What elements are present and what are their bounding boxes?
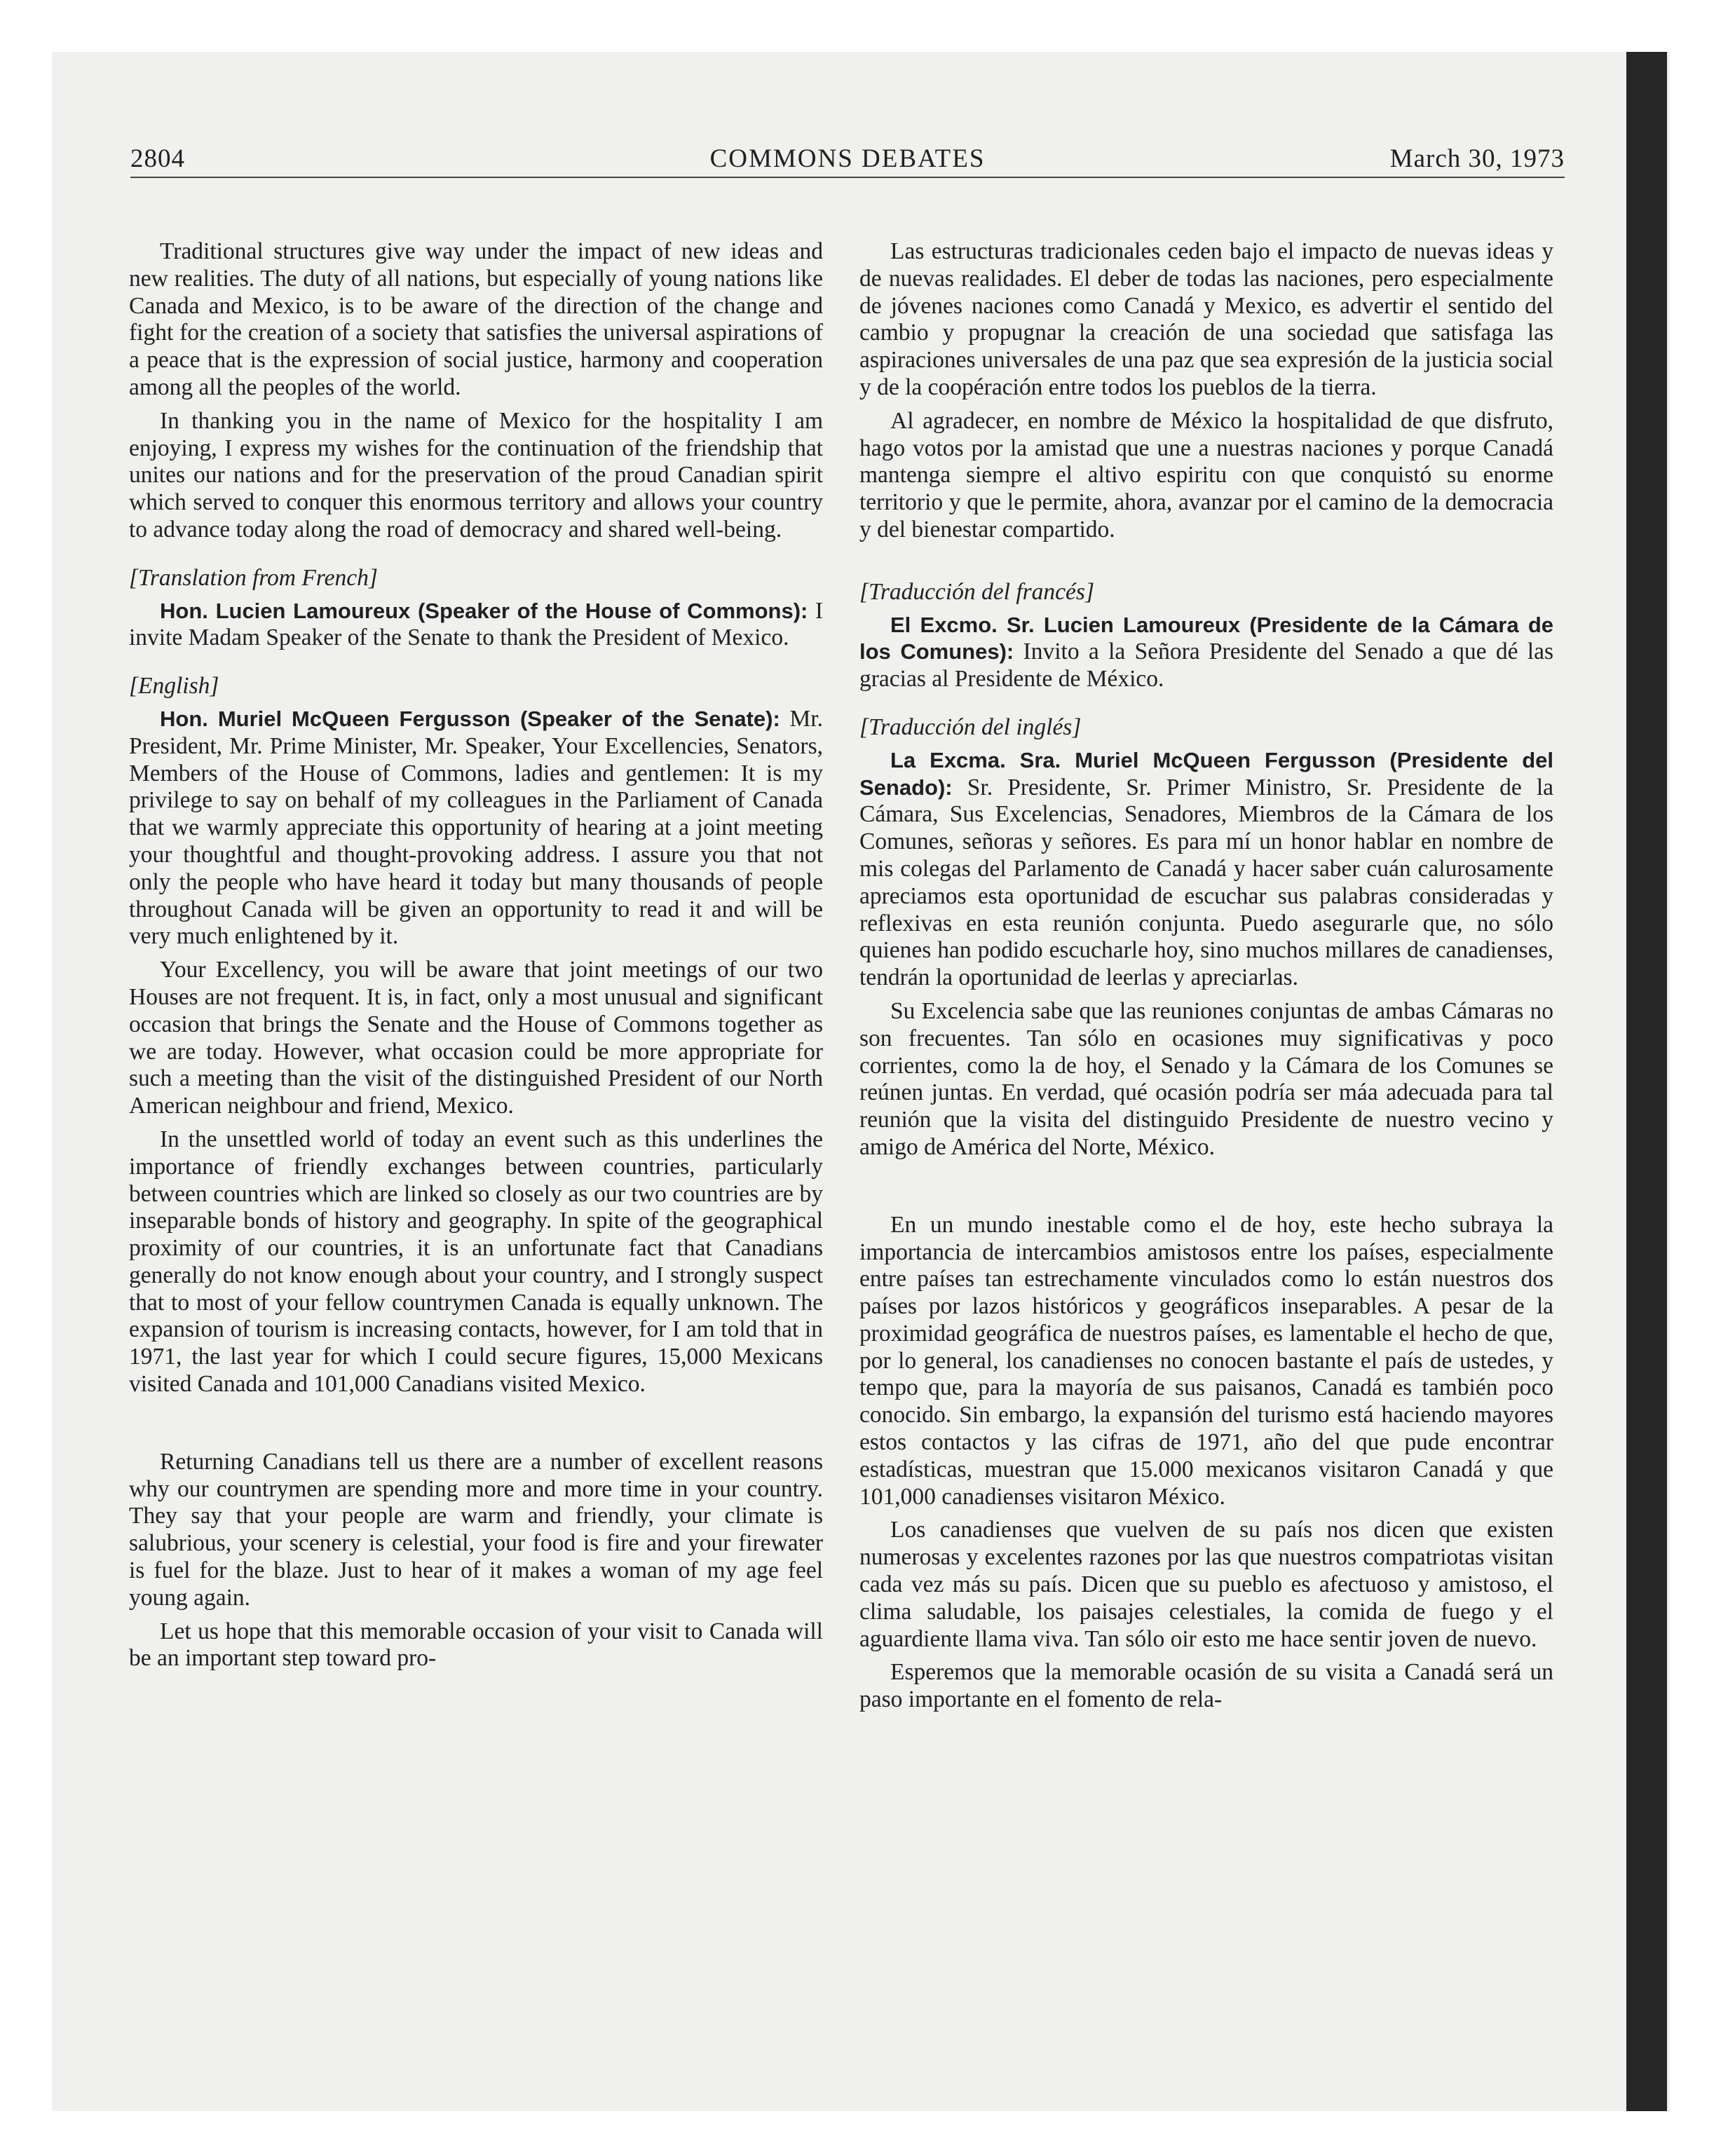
- paragraph: In the unsettled world of today an event such as this underlines the importance of friendly exchanges between countries, particularly between countries which are linked so closely as our two countries are by inseparable bonds of history and geography. In spite of the geographical proximity of our countries, it is an unfortunate fact that Canadians generally do not know enough about your country, and I strongly suspect that to most of your fellow countrymen Canada is equally unknown. The expansion of tourism is increasing contacts, however, for I am told that in 1971, the last year for which I could secure figures, 15,000 Mexicans visited Canada and 101,000 Canadians visited Mexico.: [129, 1126, 823, 1398]
- paragraph: Las estructuras tradicionales ceden bajo el impacto de nuevas ideas y de nuevas realidades. El deber de todas las naciones, pero especialmente de jóvenes naciones como Canadá y Mexico, es advertir el sentido del cambio y propugnar la creación de una sociedad que satisfaga las aspiraciones universales de una paz que sea expresión de la justicia social y de la coopéración entre todos los pueblos de la tierra.: [859, 238, 1553, 400]
- translation-label: [Translation from French]: [129, 564, 378, 591]
- speech-paragraph: [859, 747, 1553, 992]
- speech-text: Mr. President, Mr. Prime Minister, Mr. Speaker, Your Excellencies, Senators, Members of the House of Commons, ladies and gentlemen: It is my privilege to say on behalf of my colleagues in the Parliament of Canada that we warmly appreciate this opportunity of hearing at a joint meeting your thoughtful and thought-provoking address. I assure you that not only the people who have heard it today but many thousands of people throughout Canada will be given an opportunity to read it and will be very much enlightened by it.: [129, 705, 823, 950]
- speaker-name: La Excma. Sra. Muriel McQueen Fergusson (Presidente del Senado):: [859, 747, 1553, 800]
- paragraph: Al agradecer, en nombre de México la hospitalidad de que disfruto, hago votos por la amistad que une a nuestras naciones y porque Canadá mantenga siempre el altivo espiritu con que conquistó su enorme territorio y que le permite, ahora, avanzar por el camino de la democracia y del bienestar compartido.: [859, 407, 1553, 543]
- paragraph: Su Excelencia sabe que las reuniones conjuntas de ambas Cámaras no son frecuentes. Tan sólo en ocasiones muy significativas y poco corrientes, como la de hoy, el Senado y la Cámara de los Comunes se reúnen juntas. En verdad, qué ocasión podría ser máa adecuada para tal reunión que la visita del distinguido Presidente de nuestro vecino y amigo de América del Norte, México.: [859, 997, 1553, 1160]
- page-header: [130, 140, 1565, 178]
- translation-label: [Traducción del francés]: [859, 578, 1094, 605]
- english-column: [129, 238, 823, 1679]
- speech-paragraph: [129, 706, 823, 950]
- publication-date: March 30, 1973: [1389, 144, 1565, 173]
- paragraph: In thanking you in the name of Mexico for the hospitality I am enjoying, I express my wishes for the continuation of the friendship that unites our nations and for the preservation of the proud Canadian spirit which served to conquer this enormous territory and allows your country to advance today along the road of democracy and shared well-being.: [129, 407, 823, 543]
- page-number: 2804: [130, 144, 185, 173]
- speech-text: Invito a la Señora Presidente del Senado a que dé las gracias al Presidente de México.: [859, 639, 1553, 692]
- speech-text: Sr. Presidente, Sr. Primer Ministro, Sr. Presidente de la Cámara, Sus Excelencias, Senadores, Miembros de la Cámara de los Comunes, señoras y señores. Es para mí un honor hablar en nombre de mis colegas del Parlamento de Canadá y hacer saber cuán calurosamente apreciamos esta oportunidad de escuchar sus palabras consideradas y reflexivas en esta reunión conjunta. Puedo asegurarle que, no sólo quienes han podido escucharle hoy, sino muchos millares de canadienses, tendrán la oportunidad de leerlas y apreciarlas.: [859, 774, 1553, 991]
- paragraph: Your Excellency, you will be aware that joint meetings of our two Houses are not frequent. It is, in fact, only a most unusual and significant occasion that brings the Senate and the House of Commons together as we are today. However, what occasion could be more appropriate for such a meeting than the visit of the distinguished President of our North American neighbour and friend, Mexico.: [129, 957, 823, 1119]
- publication-title: COMMONS DEBATES: [709, 144, 986, 173]
- spanish-column: [859, 238, 1553, 1720]
- paragraph: Let us hope that this memorable occasion of your visit to Canada will be an important step toward pro-: [129, 1618, 823, 1672]
- paragraph: Esperemos que la memorable ocasión de su visita a Canadá será un paso importante en el fomento de rela-: [859, 1659, 1553, 1713]
- speech-paragraph: [859, 612, 1553, 693]
- speech-paragraph: [129, 598, 823, 653]
- speaker-name: Hon. Muriel McQueen Fergusson (Speaker of the Senate):: [160, 706, 780, 731]
- paragraph: En un mundo inestable como el de hoy, este hecho subraya la importancia de intercambios amistosos entre los países, especialmente entre países tan estrechamente vinculados como lo están nuestros dos países por lazos históricos y geográficos inseparables. A pesar de la proximidad geográfica de nuestros países, es lamentable el hecho de que, por lo general, los canadienses no conocen bastante el país de ustedes, y tempo que, para la mayoría de sus paisanos, Canadá es también poco conocido. Sin embargo, la expansión del turismo está haciendo mayores estos contactos y las cifras de 1971, año del que pude encontrar estadísticas, muestran que 15.000 mexicanos visitaron Canadá y que 101,000 canadienses visitaron México.: [859, 1211, 1553, 1510]
- paragraph: Traditional structures give way under the impact of new ideas and new realities. The duty of all nations, but especially of young nations like Canada and Mexico, is to be aware of the direction of the change and fight for the creation of a society that satisfies the universal aspirations of a peace that is the expression of social justice, harmony and cooperation among all the peoples of the world.: [129, 238, 823, 400]
- scan-edge-shadow: [1626, 52, 1667, 2111]
- speech-text: I invite Madam Speaker of the Senate to thank the President of Mexico.: [129, 597, 823, 651]
- language-label: [English]: [129, 673, 219, 700]
- translation-label: [Traducción del inglés]: [859, 714, 1082, 740]
- speaker-name: El Excmo. Sr. Lucien Lamoureux (Presidente de la Cámara de los Comunes):: [859, 612, 1553, 664]
- paragraph: Los canadienses que vuelven de su país nos dicen que existen numerosas y excelentes razones por las que nuestros compatriotas visitan cada vez más su país. Dicen que su pueblo es afectuoso y amistoso, el clima saludable, los paisajes celestiales, la comida de fuego y el aguardiente llama viva. Tan sólo oir esto me hace sentir joven de nuevo.: [859, 1517, 1553, 1652]
- paragraph: Returning Canadians tell us there are a number of excellent reasons why our countrymen are spending more and more time in your country. They say that your people are warm and friendly, your climate is salubrious, your scenery is celestial, your food is fire and your firewater is fuel for the blaze. Just to hear of it makes a woman of my age feel young again.: [129, 1448, 823, 1611]
- speaker-name: Hon. Lucien Lamoureux (Speaker of the House of Commons):: [160, 598, 808, 623]
